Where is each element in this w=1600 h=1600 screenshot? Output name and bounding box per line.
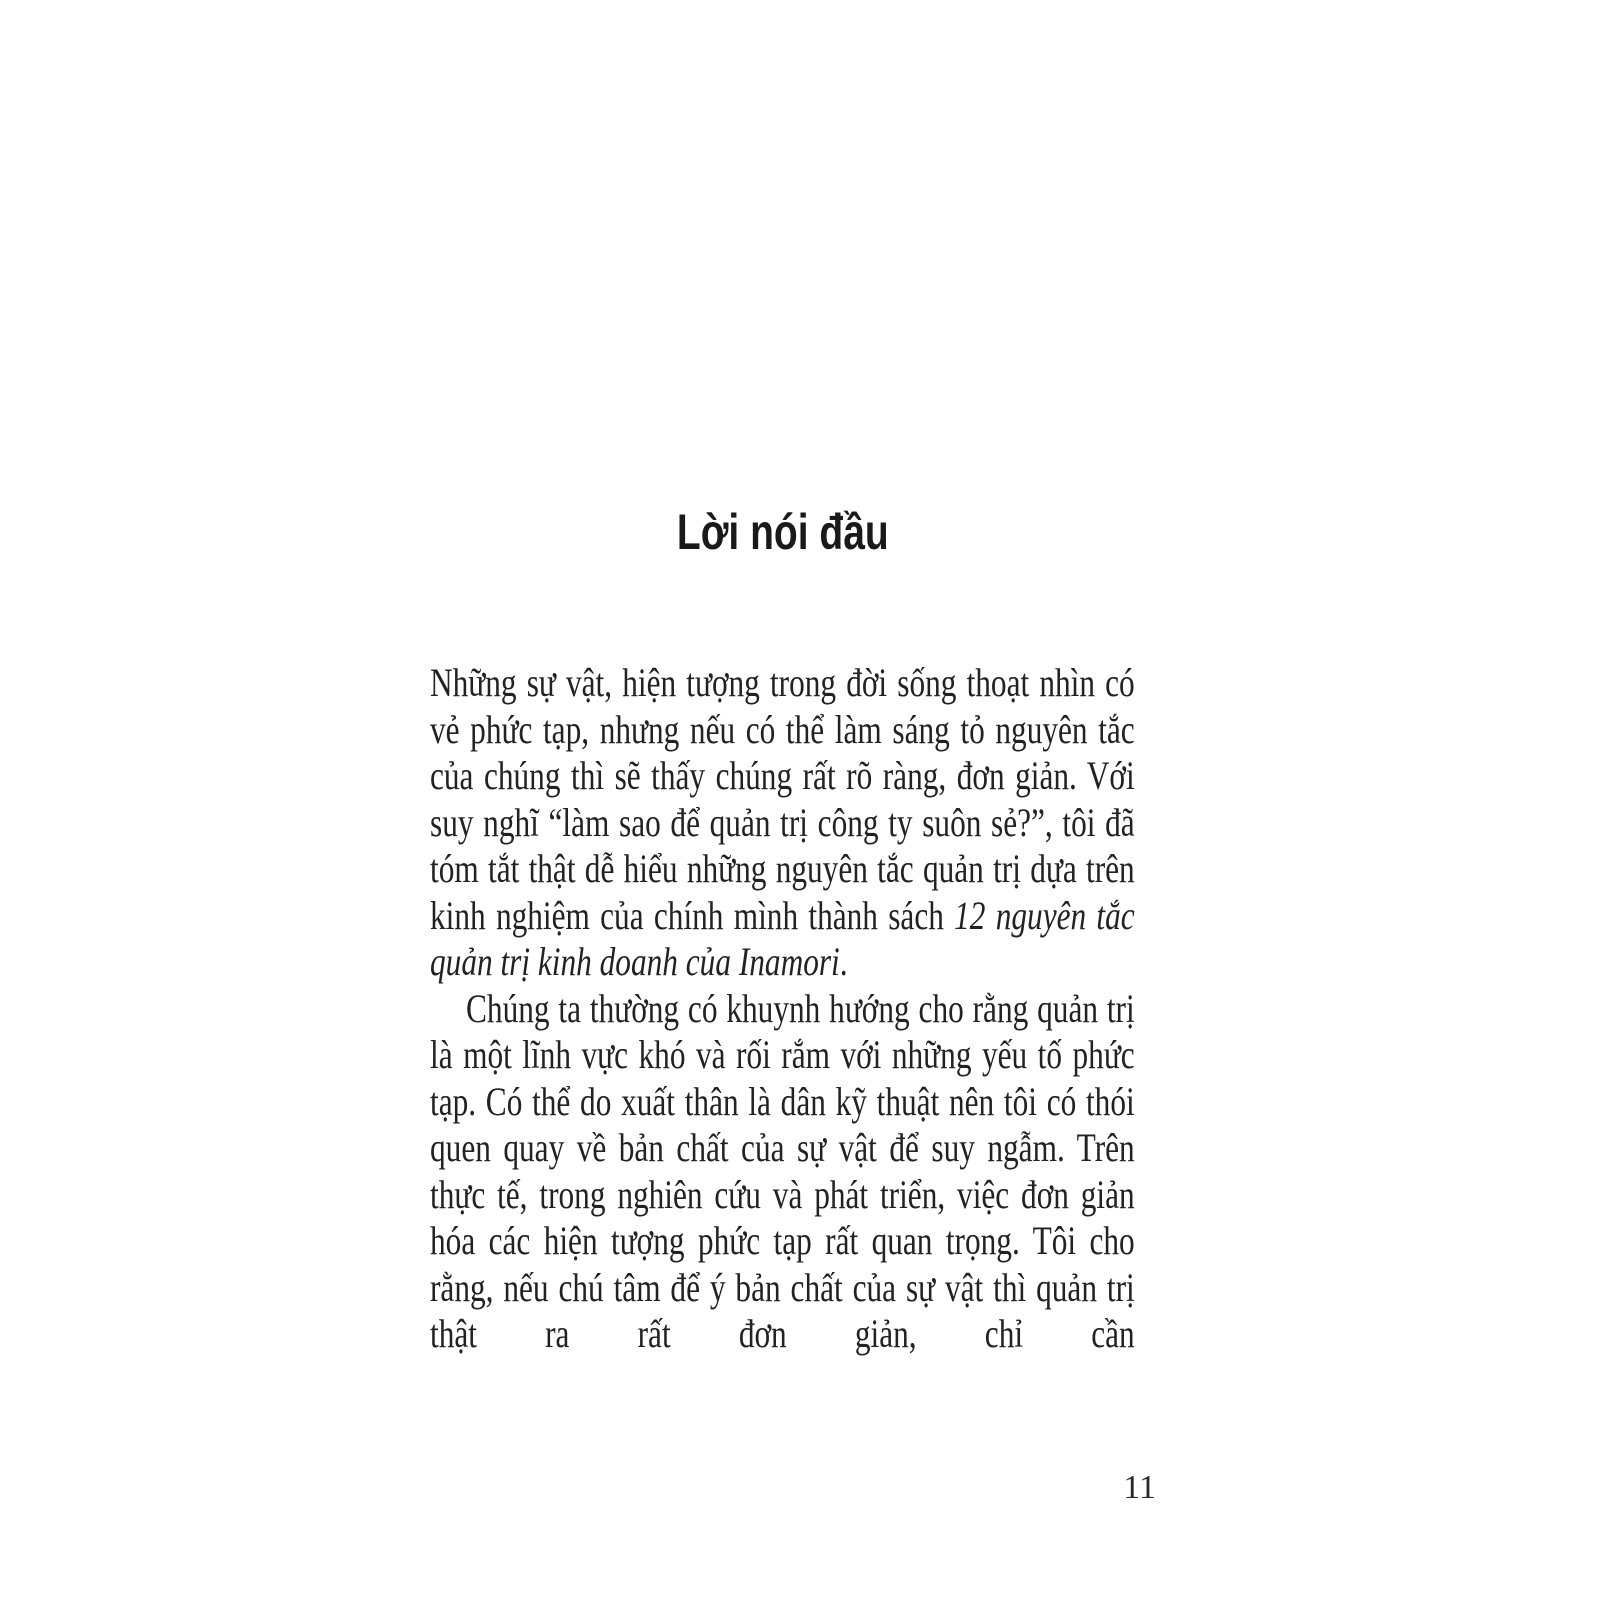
paragraph <box>430 986 1135 1358</box>
page-title-text: Lời nói đầu <box>676 503 889 560</box>
text-segment: . <box>839 939 848 984</box>
referenced-book-title: 12 nguyên tắc quản trị kinh doanh của Inamori <box>430 892 1135 984</box>
text-segment: Chúng ta thường có khuynh hướng cho rằng quản trị là một lĩnh vực khó và rối rắm với những yếu tố phức tạp. Có thể do xuất thân là dân kỹ thuật nên tôi có thói quen quay về bản chất của sự vật để suy ngẫm. Trên thực tế, trong nghiên cứu và phát triển, việc đơn giản hóa các hiện tượng phức tạp rất quan trọng. Tôi cho rằng, nếu chú tâm để ý bản chất của sự vật thì quản trị thật ra rất đơn giản, chỉ cần <box>430 985 1135 1356</box>
paragraph <box>430 660 1135 986</box>
body-text <box>430 660 1135 1358</box>
text-segment: Những sự vật, hiện tượng trong đời sống thoạt nhìn có vẻ phức tạp, nhưng nếu có thể làm sáng tỏ nguyên tắc của chúng thì sẽ thấy chúng rất rõ ràng, đơn giản. Với suy nghĩ “làm sao để quản trị công ty suôn sẻ?”, tôi đã tóm tắt thật dễ hiểu những nguyên tắc quản trị dựa trên kinh nghiệm của chính mình thành sách <box>430 660 1135 938</box>
page-number: 11 <box>1123 1469 1156 1506</box>
page-title <box>430 502 1135 562</box>
